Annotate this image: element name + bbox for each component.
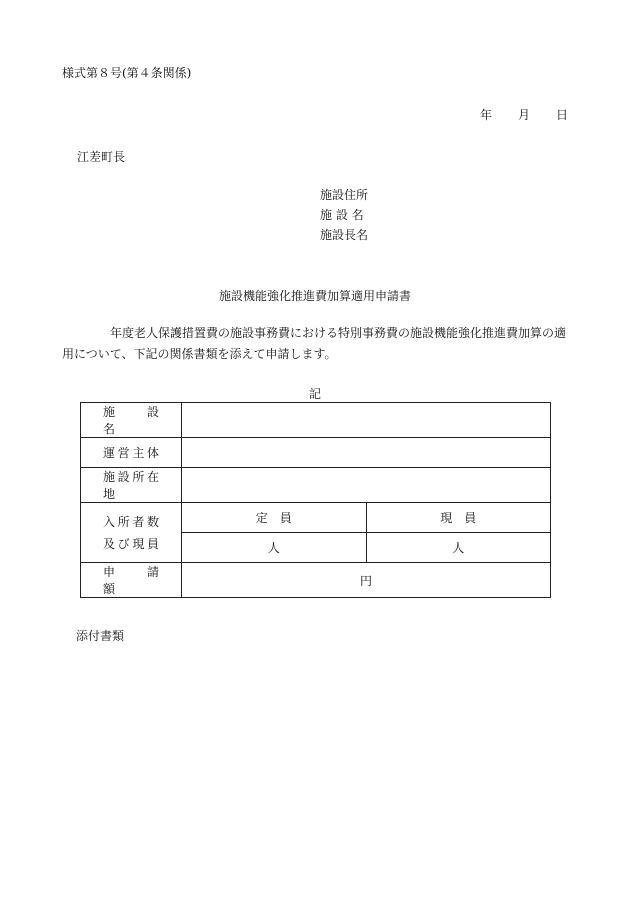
date-day-label: 日: [555, 108, 568, 122]
location-cell-label: 施設所在地: [81, 468, 182, 503]
table-row-amount: [81, 563, 551, 598]
location-value-cell[interactable]: [182, 468, 551, 503]
facility-name-value-cell[interactable]: [182, 403, 551, 438]
operator-cell-label: 運営主体: [81, 438, 182, 468]
facility-address-label: 施設住所: [320, 188, 369, 202]
body-text: 年度老人保護措置費の施設事務費における特別事務費の施設機能強化推進費加算の適用について、下記の関係書類を添えて申請します。: [62, 326, 567, 361]
amount-cell-label: 申 請 額: [81, 563, 182, 598]
residents-cell-label: [81, 503, 182, 563]
form-number: 様式第８号(第４条関係): [62, 66, 192, 80]
residents-label-line1: 入所者数: [103, 514, 159, 529]
current-value-cell[interactable]: 人: [366, 533, 551, 563]
table-row-facility-name: [81, 403, 551, 438]
facility-director-label: 施設長名: [320, 228, 369, 242]
document-title: 施設機能強化推進費加算適用申請書: [218, 289, 411, 303]
table-row-location: [81, 468, 551, 503]
table-row-residents-header: [81, 503, 551, 533]
current-header-cell: 現 員: [366, 503, 551, 533]
capacity-value-cell[interactable]: 人: [182, 533, 367, 563]
facility-name-label: 施 設 名: [320, 208, 364, 222]
date-year-label: 年: [479, 108, 492, 122]
operator-value-cell[interactable]: [182, 438, 551, 468]
capacity-header-cell: 定 員: [182, 503, 367, 533]
residents-label-line2: 及び現員: [103, 536, 159, 551]
date-line: [480, 106, 568, 123]
attachments-label: 添付書類: [76, 629, 125, 643]
table-row-operator: [81, 438, 551, 468]
facility-name-cell-label: 施 設 名: [81, 403, 182, 438]
ki-label: 記: [308, 387, 321, 401]
detail-table: [80, 402, 551, 598]
applicant-block: [320, 185, 368, 245]
amount-value-cell[interactable]: 円: [182, 563, 551, 598]
date-month-label: 月: [517, 108, 530, 122]
addressee: 江差町長: [77, 150, 126, 164]
